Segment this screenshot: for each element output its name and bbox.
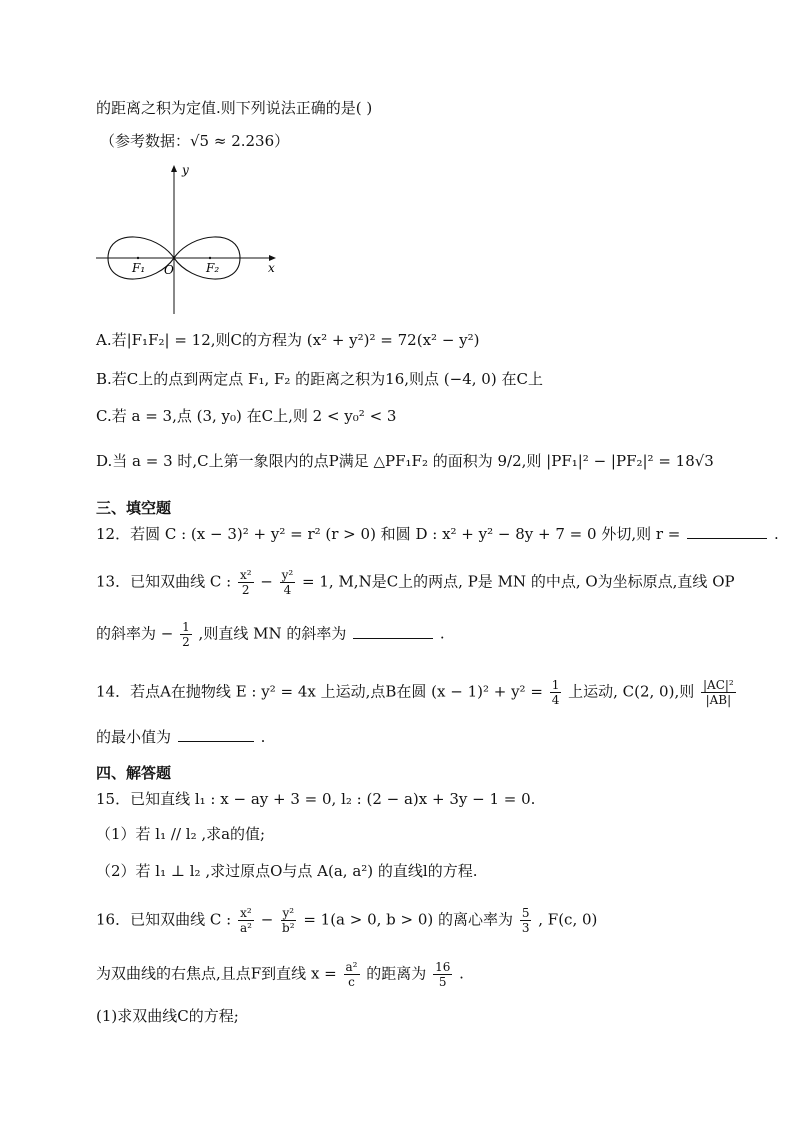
q14-answer-blank [178,727,254,742]
q16-frac-y-num: y² [282,906,295,920]
q16-text-c: , F(c, 0) [538,910,598,929]
q16-frac-x-den: a² [239,921,252,935]
option-b: B.若C上的点到两定点 F₁, F₂ 的距离之积为16,则点 (−4, 0) 在C上 [96,370,543,388]
q13-frac-y-den: 4 [283,583,292,597]
q14-frac-quarter [550,678,562,707]
question-14-line2 [96,727,265,747]
q16-frac-directrix [344,960,360,989]
question-15: 15．已知直线 l₁ : x − ay + 3 = 0, l₂ : (2 − a)x + 3y − 1 = 0. [96,790,536,808]
question-13-line2 [96,620,445,649]
q13-frac-half [180,620,192,649]
option-c: C.若 a = 3,点 (3, y₀) 在C上,则 2 < y₀² < 3 [96,407,397,425]
q16-frac-y-den: b² [282,921,295,935]
question-14 [96,678,738,707]
q13-frac-x-den: 2 [241,583,250,597]
q13-frac-half-num: 1 [182,620,190,634]
question-15-part-2: （2）若 l₁ ⊥ l₂ ,求过原点O与点 A(a, a²) 的直线l的方程. [96,862,478,880]
lemniscate-figure [96,162,282,314]
q16-frac-distance [433,960,452,989]
question-16-part-1: (1)求双曲线C的方程; [96,1007,239,1025]
q13-frac-x [238,568,254,597]
q14-text-b: 上运动, C(2, 0),则 [568,682,695,701]
q13-answer-blank [353,624,433,639]
q16-line2-a: 为双曲线的右焦点,且点F到直线 x = [96,964,337,983]
q14-period: . [260,728,266,746]
q13-text-a: 13．已知双曲线 C : [96,572,232,591]
q16-frac-d-den: c [348,975,355,989]
q16-text-b: = 1(a > 0, b > 0) 的离心率为 [303,910,514,929]
q12-answer-blank [687,524,767,539]
focus-left-point [137,257,139,259]
question-15-part-1: （1）若 l₁ // l₂ ,求a的值; [96,825,266,843]
q16-frac-dist-den: 5 [438,975,447,989]
q13-line2-a: 的斜率为 − [96,624,174,643]
q13-period: . [439,624,445,643]
question-12 [96,524,779,544]
focus-right-label: F₂ [206,261,220,275]
q12-period: . [773,525,779,543]
q13-frac-y [280,568,296,597]
q16-frac-dist-num: 16 [435,960,451,974]
option-a: A.若|F₁F₂| = 12,则C的方程为 (x² + y²)² = 72(x² − y²) [96,331,480,349]
q14-frac-ratio-num: |AC|² [703,678,734,692]
q14-frac-ratio [701,678,736,707]
section-4-title: 四、解答题 [96,764,172,782]
q16-frac-e-num: 5 [521,906,530,920]
focus-right-point [209,257,211,259]
q14-line2-a: 的最小值为 [96,728,172,746]
q13-minus: − [260,572,273,591]
q16-frac-x [238,906,254,935]
q16-frac-y [280,906,297,935]
q13-text-b: = 1, M,N是C上的两点, P是 MN 的中点, O为坐标原点,直线 OP [302,572,735,591]
x-axis-label: x [268,261,275,275]
q14-frac-ratio-den: |AB| [705,693,732,707]
q14-text-a: 14．若点A在抛物线 E : y² = 4x 上运动,点B在圆 (x − 1)² + y² = [96,682,543,701]
question-intro-line: 的距离之积为定值.则下列说法正确的是( ) [96,99,373,117]
q13-frac-x-num: x² [239,568,252,582]
q14-frac-quarter-den: 4 [551,693,560,707]
q16-frac-eccentricity [520,906,532,935]
q13-frac-y-num: y² [281,568,294,582]
q16-frac-x-num: x² [240,906,252,920]
y-axis-label: y [182,163,189,177]
origin-label: O [164,263,174,277]
option-d: D.当 a = 3 时,C上第一象限内的点P满足 △PF₁F₂ 的面积为 9/2,则 |PF₁|² − |PF₂|² = 18√3 [96,452,714,470]
reference-data: （参考数据：√5 ≈ 2.236） [100,132,290,150]
q16-frac-d-num: a² [345,960,358,974]
q14-frac-quarter-num: 1 [551,678,560,692]
y-axis-arrow [171,165,177,172]
q16-minus: − [260,910,274,929]
q16-text-a: 16．已知双曲线 C : [96,910,232,929]
q16-line2-c: . [459,964,464,983]
q13-line2-b: ,则直线 MN 的斜率为 [198,624,347,643]
question-16 [96,906,597,935]
focus-left-label: F₁ [132,261,146,275]
question-16-line2 [96,960,464,989]
section-3-title: 三、填空题 [96,499,172,517]
q12-text: 12．若圆 C : (x − 3)² + y² = r² (r > 0) 和圆 D : x² + y² − 8y + 7 = 0 外切,则 r = [96,525,681,543]
q16-frac-e-den: 3 [521,921,530,935]
q13-frac-half-den: 2 [182,635,190,649]
question-13 [96,568,735,597]
q16-line2-b: 的距离为 [366,964,427,983]
